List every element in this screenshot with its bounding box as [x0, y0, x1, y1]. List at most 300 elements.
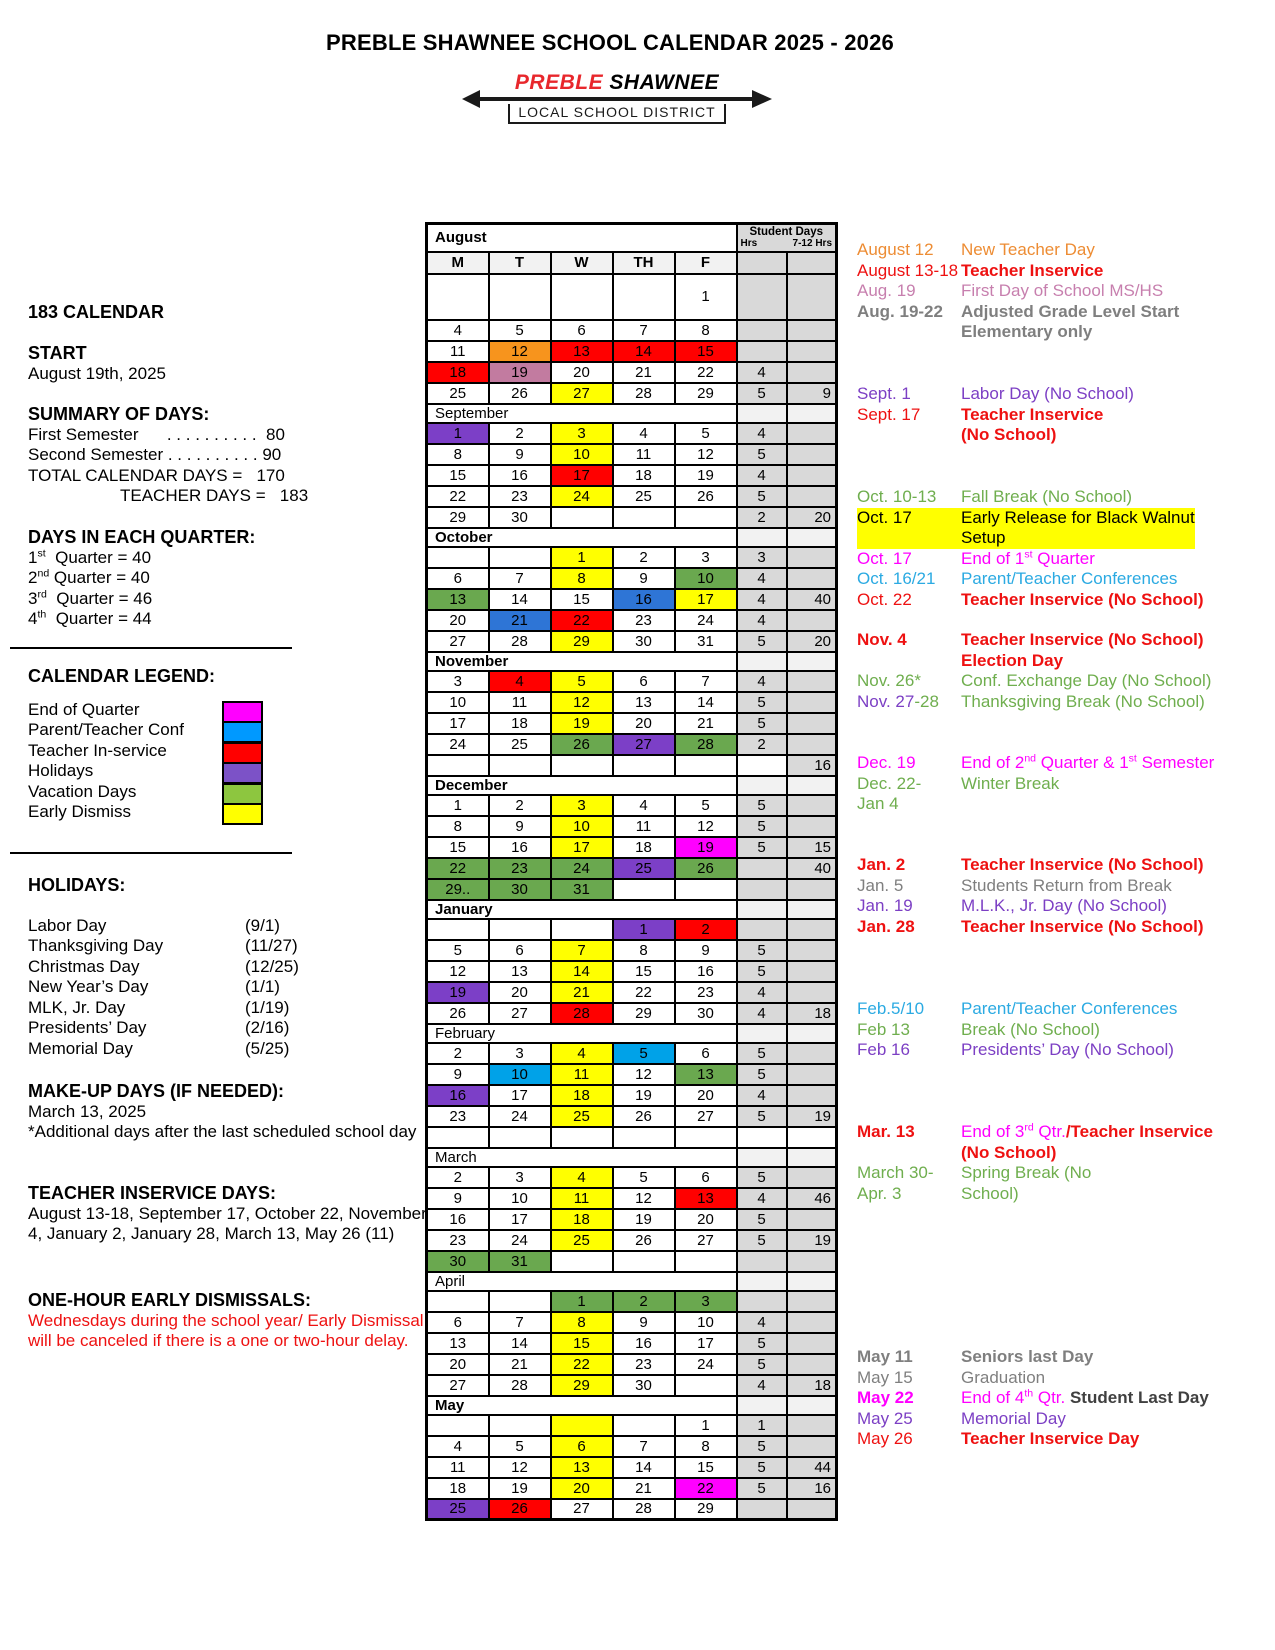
calendar-day-cell: 26	[675, 858, 737, 879]
event-label	[961, 999, 1177, 1020]
legend-item-label: Parent/Teacher Conf	[28, 720, 184, 739]
calendar-day-cell: 31	[489, 1251, 551, 1272]
calendar-day-cell: 15	[427, 837, 489, 858]
week-row	[427, 1436, 837, 1457]
calendar-day-cell: 11	[551, 1188, 613, 1209]
event-date: Oct. 10-13	[857, 487, 937, 506]
calendar-day-cell: 12	[675, 444, 737, 465]
holiday-date: (12/25)	[245, 956, 299, 976]
weekday-side-cell	[787, 252, 837, 274]
dismissal-section	[28, 1290, 430, 1352]
calendar-day-cell: 8	[551, 568, 613, 589]
calendar-day-cell: 28	[489, 631, 551, 652]
week-row	[427, 1167, 837, 1188]
student-hours-cell	[737, 1291, 787, 1312]
student-hours-cell: 5	[737, 1209, 787, 1230]
event-label-line: Presidents’ Day (No School)	[961, 1040, 1174, 1059]
week-row	[427, 713, 837, 734]
calendar-day-cell: 1	[675, 274, 737, 320]
week-row	[427, 423, 837, 444]
summary-line: Second Semester . . . . . . . . . . 90	[28, 445, 282, 464]
calendar-day-cell: 18	[613, 837, 675, 858]
event-row	[857, 281, 1179, 302]
calendar-day-cell	[489, 547, 551, 568]
calendar-day-cell: 22	[613, 982, 675, 1003]
event-group	[857, 855, 1203, 937]
month-row	[427, 652, 837, 671]
legend-item-label: Holidays	[28, 761, 94, 780]
calendar-day-cell	[613, 879, 675, 900]
hours-7-12-cell	[787, 547, 837, 568]
month-side-cell	[737, 1024, 787, 1043]
student-hours-cell: 1	[737, 1415, 787, 1436]
calendar-day-cell: 20	[427, 1354, 489, 1375]
calendar-day-cell: 2	[675, 919, 737, 940]
holidays-section	[28, 875, 430, 1059]
event-date: Jan. 5	[857, 875, 904, 895]
hours-7-12-cell: 18	[787, 1003, 837, 1024]
holiday-name: Memorial Day	[28, 1038, 133, 1058]
calendar-day-cell: 30	[613, 631, 675, 652]
calendar-day-cell: 11	[613, 816, 675, 837]
calendar-day-cell: 6	[613, 671, 675, 692]
calendar-day-cell: 27	[427, 1375, 489, 1396]
week-row	[427, 507, 837, 528]
event-label-line: End of 4th Qtr. Student Last Day	[961, 1387, 1209, 1407]
week-row	[427, 547, 837, 568]
week-row	[427, 383, 837, 404]
calendar-day-cell: 24	[675, 610, 737, 631]
month-row	[427, 404, 837, 423]
calendar-day-cell	[675, 755, 737, 776]
calendar-day-cell: 15	[427, 465, 489, 486]
event-row	[857, 630, 1211, 671]
month-row	[427, 224, 837, 252]
event-label-line: New Teacher Day	[961, 240, 1095, 259]
student-hours-cell: 5	[737, 383, 787, 404]
calendar-day-cell	[551, 1127, 613, 1148]
calendar-day-cell: 26	[427, 1003, 489, 1024]
week-row	[427, 362, 837, 383]
student-hours-cell: 2	[737, 734, 787, 755]
calendar-day-cell: 30	[489, 507, 551, 528]
calendar-day-cell: 30	[675, 1003, 737, 1024]
student-days-label: Student Days	[749, 226, 823, 238]
event-date: May 15	[857, 1367, 913, 1387]
calendar-day-cell: 25	[613, 486, 675, 507]
calendar-day-cell: 17	[675, 1333, 737, 1354]
student-hours-cell: 5	[737, 631, 787, 652]
calendar-day-cell: 27	[551, 383, 613, 404]
event-row	[857, 302, 1179, 343]
event-label	[961, 692, 1205, 713]
calendar-day-cell: 17	[551, 465, 613, 486]
event-label-line: Parent/Teacher Conferences	[961, 999, 1178, 1018]
hours-7-12-cell	[787, 362, 837, 383]
start-section	[28, 343, 430, 384]
event-row	[857, 1347, 1209, 1368]
hours-7-12-cell: 44	[787, 1457, 837, 1478]
holiday-item	[28, 936, 430, 957]
calendar-day-cell: 2	[427, 1167, 489, 1188]
month-side-cell	[737, 652, 787, 671]
event-date: Nov. 27-28	[857, 691, 939, 711]
calendar-day-cell: 12	[613, 1064, 675, 1085]
event-row	[857, 405, 1134, 446]
week-row	[427, 671, 837, 692]
calendar-day-cell: 15	[551, 1333, 613, 1354]
legend-item	[28, 802, 430, 823]
logo-name	[482, 72, 752, 94]
event-row	[857, 753, 1214, 774]
hours-7-12-cell	[787, 1209, 837, 1230]
event-label-line: Winter Break	[961, 773, 1060, 793]
calendar-day-cell: 2	[489, 423, 551, 444]
hours-7-12-cell	[787, 610, 837, 631]
student-hours-cell	[737, 341, 787, 362]
student-hours-cell	[737, 1127, 787, 1148]
week-row	[427, 610, 837, 631]
logo-arrow-icon	[464, 94, 770, 104]
month-row	[427, 776, 837, 795]
event-group	[857, 630, 1211, 712]
calendar-day-cell: 18	[489, 713, 551, 734]
hrs712-label: 7-12 Hrs	[792, 238, 832, 249]
calendar-day-cell: 9	[489, 816, 551, 837]
event-row	[857, 876, 1203, 897]
student-hours-cell	[737, 1499, 787, 1520]
student-hours-cell: 5	[737, 1457, 787, 1478]
event-label	[961, 917, 1203, 938]
calendar-day-cell: 18	[613, 465, 675, 486]
calendar-day-cell: 29	[551, 631, 613, 652]
event-label	[961, 549, 1095, 570]
divider	[10, 647, 292, 649]
dismissal-heading: ONE-HOUR EARLY DISMISSALS:	[28, 1290, 312, 1310]
calendar-day-cell: 30	[427, 1251, 489, 1272]
event-label	[961, 1122, 1213, 1163]
calendar-day-cell: 13	[551, 1457, 613, 1478]
calendar-day-cell: 26	[675, 486, 737, 507]
event-row	[857, 590, 1203, 611]
student-hours-cell: 5	[737, 1167, 787, 1188]
holiday-item	[28, 977, 430, 998]
event-row	[857, 508, 1195, 549]
week-row	[427, 589, 837, 610]
student-hours-cell: 5	[737, 1436, 787, 1457]
calendar-day-cell: 9	[675, 940, 737, 961]
month-side-cell	[737, 1396, 787, 1415]
student-hours-cell: 4	[737, 568, 787, 589]
event-label	[961, 1429, 1139, 1450]
holiday-name: Thanksgiving Day	[28, 936, 164, 955]
hours-7-12-cell	[787, 568, 837, 589]
hours-7-12-cell: 20	[787, 631, 837, 652]
event-label	[961, 753, 1214, 774]
month-side-cell	[737, 1272, 787, 1291]
calendar-day-cell: 29	[675, 1499, 737, 1520]
start-heading: START	[28, 343, 87, 363]
calendar-day-cell: 22	[427, 858, 489, 879]
event-label	[961, 1409, 1066, 1430]
hours-7-12-cell	[787, 486, 837, 507]
calendar-day-cell: 1	[551, 1291, 613, 1312]
week-row	[427, 341, 837, 362]
start-date: August 19th, 2025	[28, 363, 167, 383]
month-label: March	[427, 1148, 737, 1167]
calendar-day-cell: 2	[489, 795, 551, 816]
calendar-day-cell: 5	[489, 1436, 551, 1457]
week-row	[427, 1499, 837, 1520]
hours-7-12-cell: 19	[787, 1106, 837, 1127]
student-hours-cell: 5	[737, 1354, 787, 1375]
calendar-day-cell: 26	[489, 1499, 551, 1520]
calendar-day-cell	[675, 1375, 737, 1396]
month-side-cell	[787, 528, 837, 547]
calendar-day-cell: 9	[489, 444, 551, 465]
calendar-day-cell: 3	[489, 1167, 551, 1188]
calendar-day-cell: 29	[675, 383, 737, 404]
calendar-day-cell: 11	[613, 444, 675, 465]
calendar-day-cell: 15	[551, 589, 613, 610]
hours-7-12-cell	[787, 1251, 837, 1272]
calendar-day-cell: 29	[427, 507, 489, 528]
calendar-day-cell	[613, 1251, 675, 1272]
week-row	[427, 816, 837, 837]
calendar-day-cell	[613, 1127, 675, 1148]
calendar-day-cell: 21	[489, 610, 551, 631]
hours-7-12-cell	[787, 671, 837, 692]
student-hours-cell: 5	[737, 1064, 787, 1085]
summary-line: TOTAL CALENDAR DAYS = 170	[28, 465, 285, 485]
week-row	[427, 1127, 837, 1148]
summary-section	[28, 404, 430, 507]
calendar-day-cell: 18	[427, 1478, 489, 1499]
makeup-heading: MAKE-UP DAYS (IF NEEDED):	[28, 1081, 285, 1101]
calendar-day-cell: 19	[551, 713, 613, 734]
calendar-day-cell: 25	[613, 858, 675, 879]
month-row	[427, 1024, 837, 1043]
event-label-line: M.L.K., Jr. Day (No School)	[961, 896, 1167, 915]
calendar-day-cell: 20	[551, 362, 613, 383]
calendar-day-cell: 21	[613, 362, 675, 383]
event-date: Aug. 19	[857, 281, 916, 300]
event-row	[857, 1163, 1213, 1204]
calendar-day-cell: 8	[675, 320, 737, 341]
week-row	[427, 631, 837, 652]
hours-7-12-cell: 18	[787, 1375, 837, 1396]
event-date: Nov. 26*	[857, 671, 921, 690]
calendar-day-cell: 23	[427, 1106, 489, 1127]
holiday-name: Presidents’ Day	[28, 1018, 147, 1037]
hours-7-12-cell: 9	[787, 383, 837, 404]
holiday-item	[28, 1018, 430, 1039]
summary-lines	[28, 425, 430, 507]
student-hours-cell: 5	[737, 1333, 787, 1354]
calendar-day-cell: 4	[427, 1436, 489, 1457]
hours-7-12-cell: 40	[787, 589, 837, 610]
hours-7-12-cell	[787, 1499, 837, 1520]
event-label	[961, 569, 1177, 590]
calendar-day-cell: 27	[675, 1230, 737, 1251]
student-hours-cell: 4	[737, 362, 787, 383]
calendar-day-cell: 10	[427, 692, 489, 713]
student-hours-cell: 4	[737, 1003, 787, 1024]
hours-7-12-cell	[787, 1085, 837, 1106]
calendar-day-cell: 15	[675, 341, 737, 362]
holiday-date: (1/19)	[245, 997, 290, 1017]
week-row	[427, 444, 837, 465]
calendar-day-cell: 14	[613, 341, 675, 362]
calendar-day-cell	[427, 1127, 489, 1148]
calendar-day-cell: 24	[427, 734, 489, 755]
calendar-day-cell	[489, 1415, 551, 1436]
calendar-day-cell	[613, 755, 675, 776]
quarter-line: 4th Quarter = 44	[28, 608, 152, 628]
week-row	[427, 961, 837, 982]
calendar-day-cell: 10	[551, 816, 613, 837]
event-date: August 12	[857, 240, 934, 259]
calendar-day-cell: 16	[489, 465, 551, 486]
calendar-day-cell: 28	[613, 383, 675, 404]
hrs-label: Hrs	[740, 238, 758, 249]
hours-7-12-cell: 16	[787, 755, 837, 776]
weekday-header-row	[427, 252, 837, 274]
calendar-day-cell: 11	[489, 692, 551, 713]
legend-section	[28, 666, 430, 823]
legend-color-swatch	[222, 803, 263, 825]
month-row	[427, 1396, 837, 1415]
calendar-day-cell: 20	[551, 1478, 613, 1499]
hours-7-12-cell	[787, 320, 837, 341]
student-hours-cell	[737, 858, 787, 879]
calendar-day-cell: 19	[489, 1478, 551, 1499]
calendar-day-cell: 24	[489, 1230, 551, 1251]
calendar-day-cell: 22	[675, 1478, 737, 1499]
legend-item-label: Teacher In-service	[28, 740, 167, 760]
event-label-line: Seniors last Day	[961, 1347, 1094, 1366]
calendar-day-cell	[489, 755, 551, 776]
student-hours-cell: 5	[737, 713, 787, 734]
legend-item	[28, 720, 430, 741]
calendar-day-cell: 20	[613, 713, 675, 734]
student-hours-cell: 5	[737, 837, 787, 858]
calendar-day-cell: 23	[427, 1230, 489, 1251]
event-label	[961, 1163, 1091, 1204]
event-date: Jan. 28	[857, 916, 915, 936]
calendar-day-cell: 19	[675, 837, 737, 858]
calendar-day-cell: 23	[675, 982, 737, 1003]
calendar-day-cell: 23	[613, 610, 675, 631]
holiday-name: New Year’s Day	[28, 977, 149, 996]
quarter-lines	[28, 548, 430, 630]
calendar-day-cell: 1	[427, 423, 489, 444]
week-row	[427, 1478, 837, 1499]
calendar-day-cell: 10	[675, 1312, 737, 1333]
calendar-day-cell: 5	[427, 940, 489, 961]
quarter-line: 1st Quarter = 40	[28, 546, 152, 567]
hours-7-12-cell	[787, 919, 837, 940]
calendar-day-cell: 13	[427, 1333, 489, 1354]
calendar-day-cell	[489, 274, 551, 320]
holiday-item	[28, 998, 430, 1019]
calendar-day-cell: 25	[427, 383, 489, 404]
event-label-line: Adjusted Grade Level Start	[961, 301, 1180, 321]
calendar-day-cell: 25	[551, 1230, 613, 1251]
event-label-line: Teacher Inservice (No School)	[961, 589, 1204, 609]
event-row	[857, 1020, 1177, 1041]
calendar-day-cell: 24	[489, 1106, 551, 1127]
calendar-day-cell: 16	[427, 1209, 489, 1230]
divider	[10, 852, 292, 854]
legend-item	[28, 761, 430, 782]
calendar-day-cell: 3	[675, 547, 737, 568]
event-date: Aug. 19-22	[857, 301, 943, 321]
logo-name-red: PREBLE	[514, 71, 604, 94]
event-group	[857, 240, 1179, 343]
calendar-day-cell: 8	[427, 444, 489, 465]
holiday-date: (11/27)	[245, 936, 298, 955]
calendar-day-cell: 4	[489, 671, 551, 692]
calendar-day-cell: 4	[613, 795, 675, 816]
calendar-day-cell: 8	[613, 940, 675, 961]
calendar-day-cell: 16	[675, 961, 737, 982]
hours-7-12-cell	[787, 1291, 837, 1312]
calendar-day-cell: 9	[427, 1188, 489, 1209]
week-row	[427, 1291, 837, 1312]
month-side-cell	[737, 900, 787, 919]
event-label	[961, 302, 1179, 343]
student-hours-cell: 4	[737, 610, 787, 631]
legend-item	[28, 700, 430, 721]
hours-7-12-cell	[787, 713, 837, 734]
event-date: Dec. 19	[857, 753, 916, 772]
event-group	[857, 487, 1203, 610]
month-label: October	[427, 528, 737, 547]
calendar-day-cell: 7	[613, 320, 675, 341]
calendar-day-cell: 2	[427, 1043, 489, 1064]
event-date: March 30- Apr. 3	[857, 1163, 961, 1204]
event-group	[857, 1347, 1209, 1450]
student-hours-cell	[737, 274, 787, 320]
calendar-day-cell: 13	[613, 692, 675, 713]
week-row	[427, 1333, 837, 1354]
calendar-day-cell: 22	[551, 610, 613, 631]
event-date: May 11	[857, 1347, 913, 1366]
event-row	[857, 240, 1179, 261]
calendar-day-cell: 19	[489, 362, 551, 383]
event-label	[961, 1347, 1093, 1368]
calendar-day-cell: 6	[427, 1312, 489, 1333]
holiday-name: MLK, Jr. Day	[28, 997, 126, 1017]
weekday-header: M	[427, 252, 489, 274]
event-label-line: Fall Break (No School)	[961, 487, 1133, 506]
calendar-day-cell: 25	[427, 1499, 489, 1520]
student-hours-cell: 3	[737, 547, 787, 568]
student-hours-cell: 2	[737, 507, 787, 528]
calendar-day-cell: 30	[489, 879, 551, 900]
holidays-heading: HOLIDAYS:	[28, 875, 126, 895]
student-hours-cell: 4	[737, 1085, 787, 1106]
calendar-day-cell: 5	[675, 795, 737, 816]
calendar-day-cell: 12	[551, 692, 613, 713]
calendar-day-cell: 3	[489, 1043, 551, 1064]
calendar-day-cell: 1	[675, 1415, 737, 1436]
calendar-day-cell: 18	[551, 1209, 613, 1230]
calendar-day-cell: 24	[551, 486, 613, 507]
calendar-day-cell	[551, 274, 613, 320]
month-side-cell	[737, 528, 787, 547]
